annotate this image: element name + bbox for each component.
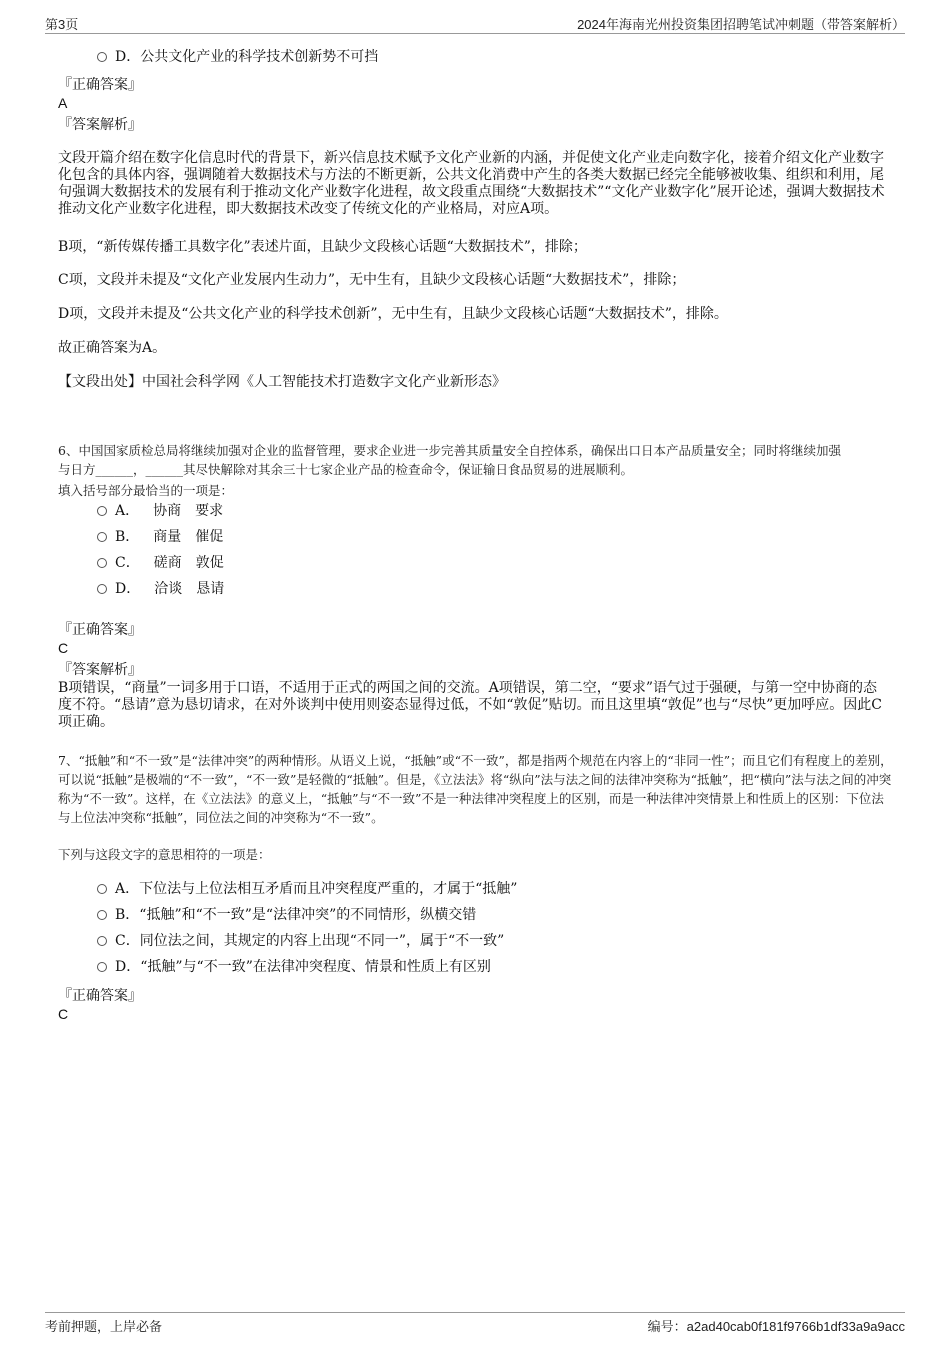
q5-analysis-label: 『答案解析』 bbox=[58, 117, 142, 133]
document-code: 编号：a2ad40cab0f181f9766b1df33a9a9acc bbox=[647, 1319, 905, 1334]
q5-source: 【文段出处】中国社会科学网《人工智能技术打造数字文化产业新形态》 bbox=[58, 374, 506, 390]
q5-analysis-c: C项，文段并未提及“文化产业发展内生动力”，无中生有，且缺少文段核心话题“大数据技术”，排除； bbox=[58, 272, 686, 288]
radio-icon[interactable] bbox=[97, 558, 107, 568]
q6-option-a[interactable]: A． 协商 要求 bbox=[97, 501, 223, 521]
radio-icon[interactable] bbox=[97, 910, 107, 920]
q6-answer-label: 『正确答案』 bbox=[58, 622, 142, 638]
radio-icon[interactable] bbox=[97, 962, 107, 972]
radio-icon[interactable] bbox=[97, 936, 107, 946]
q6-option-c[interactable]: C． 磋商 敦促 bbox=[97, 553, 224, 573]
q5-analysis-main: 文段开篇介绍在数字化信息时代的背景下，新兴信息技术赋予文化产业新的内涵，并促使文化产业走向数字化，接着介绍文化产业数字化包含的具体内容，强调随着大数据技术与方法的不断更新，公共文化消费中产生的各类大数据已经完全能够被收集、组织和利用，尾句强调大数据技术的发展有利于推动文化产业数字化进程，故文段重点围绕“大数据技术”“文化产业数字化”展开论述，强调大数据技术推动文化产业数字化进程，即大数据技术改变了传统文化的产业格局，对应A项。 bbox=[58, 150, 885, 217]
radio-icon[interactable] bbox=[97, 584, 107, 594]
footer-slogan: 考前押题，上岸必备 bbox=[45, 1319, 163, 1334]
q7-option-b[interactable]: B．“抵触”和“不一致”是“法律冲突”的不同情形，纵横交错 bbox=[97, 905, 476, 925]
q5-conclusion: 故正确答案为A。 bbox=[58, 340, 167, 356]
radio-icon[interactable] bbox=[97, 506, 107, 516]
q6-option-d[interactable]: D． 洽谈 恳请 bbox=[97, 579, 224, 599]
radio-icon[interactable] bbox=[97, 52, 107, 62]
q7-option-c[interactable]: C．同位法之间，其规定的内容上出现“不同一”，属于“不一致” bbox=[97, 931, 504, 951]
q6-prompt: 填入括号部分最恰当的一项是： bbox=[58, 483, 234, 498]
q7-option-d[interactable]: D．“抵触”与“不一致”在法律冲突程度、情景和性质上有区别 bbox=[97, 957, 491, 977]
q7-prompt: 下列与这段文字的意思相符的一项是： bbox=[58, 847, 271, 862]
page-header bbox=[45, 14, 905, 34]
q6-option-b[interactable]: B． 商量 催促 bbox=[97, 527, 223, 547]
q7-answer-label: 『正确答案』 bbox=[58, 988, 142, 1004]
page-footer bbox=[45, 1312, 905, 1337]
q7-stem: 7、“抵触”和“不一致”是“法律冲突”的两种情形。从语义上说，“抵触”或“不一致”，都是指两个规范在内容上的“非同一性”；而且它们有程度上的差别，可以说“抵触”是极端的“不一致”，“不一致”是轻微的“抵触”。但是，《立法法》将“纵向”法与法之间的法律冲突称为“抵触”，把“横向”法与法之间的冲突称为“不一致”。这样，在《立法法》的意义上，“抵触”与“不一致”不是一种法律冲突程度上的区别，而是一种法律冲突情景上和性质上的区别：下位法与上位法冲突称“抵触”，同位法之间的冲突称为“不一致”。 bbox=[58, 753, 893, 825]
q7-answer: C bbox=[58, 1006, 69, 1022]
page-number: 第3页 bbox=[45, 17, 79, 32]
q6-stem-line2: 与日方______，______其尽快解除对其余三十七家企业产品的检查命令，保证输日食品贸易的进展顺利。 bbox=[58, 462, 634, 477]
q5-answer-label: 『正确答案』 bbox=[58, 77, 142, 93]
q5-answer: A bbox=[58, 95, 68, 111]
q6-analysis-label: 『答案解析』 bbox=[58, 662, 142, 678]
document-title: 2024年海南光州投资集团招聘笔试冲刺题（带答案解析） bbox=[577, 17, 905, 32]
q5-analysis-d: D项，文段并未提及“公共文化产业的科学技术创新”，无中生有，且缺少文段核心话题“大数据技术”，排除。 bbox=[58, 306, 728, 322]
radio-icon[interactable] bbox=[97, 532, 107, 542]
q6-stem-line1: 6、中国国家质检总局将继续加强对企业的监督管理，要求企业进一步完善其质量安全自控体系，确保出口日本产品质量安全；同时将继续加强 bbox=[58, 443, 841, 458]
q5-analysis-b: B项，“新传媒传播工具数字化”表述片面，且缺少文段核心话题“大数据技术”，排除； bbox=[58, 239, 587, 255]
q7-option-a[interactable]: A．下位法与上位法相互矛盾而且冲突程度严重的，才属于“抵触” bbox=[97, 879, 517, 899]
q5-option-d[interactable]: D．公共文化产业的科学技术创新势不可挡 bbox=[97, 47, 378, 67]
q6-analysis: B项错误，“商量”一词多用于口语，不适用于正式的两国之间的交流。A项错误，第二空，“要求”语气过于强硬，与第一空中协商的态度不符。“恳请”意为恳切请求，在对外谈判中使用则姿态显得过低，不如“敦促”贴切。而且这里填“敦促”也与“尽快”更加呼应。因此C项正确。 bbox=[58, 680, 882, 730]
radio-icon[interactable] bbox=[97, 884, 107, 894]
q6-answer: C bbox=[58, 640, 69, 656]
